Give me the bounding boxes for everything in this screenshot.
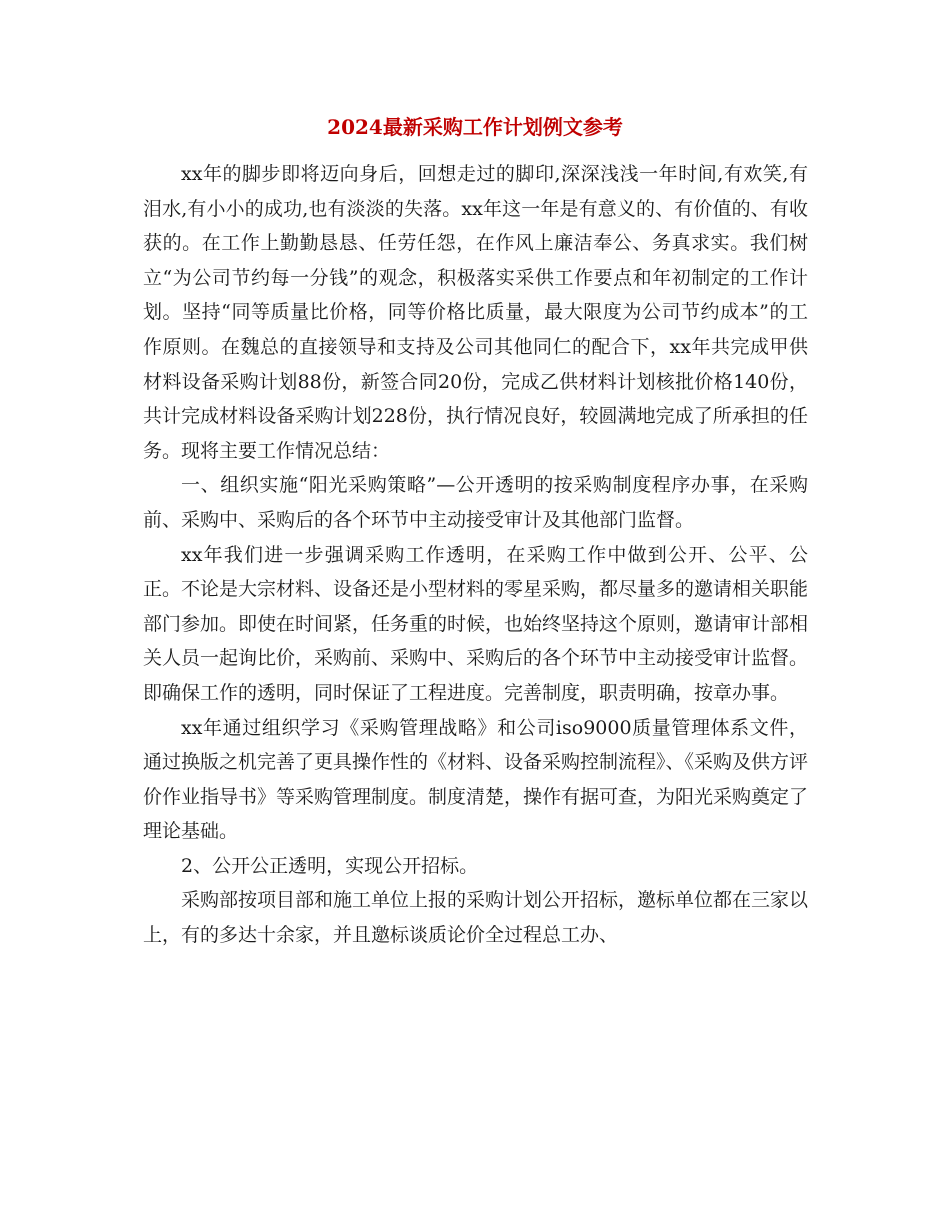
paragraph: xx年的脚步即将迈向身后，回想走过的脚印,深深浅浅一年时间,有欢笑,有泪水,有小小的成功,也有淡淡的失落。xx年这一年是有意义的、有价值的、有收获的。在工作上勤勤恳恳、任劳任怨，在作风上廉洁奉公、务真求实。我们树立“为公司节约每一分钱”的观念，积极落实采供工作要点和年初制定的工作计划。坚持“同等质量比价格，同等价格比质量，最大限度为公司节约成本”的工作原则。在魏总的直接领导和支持及公司其他同仁的配合下，xx年共完成甲供材料设备采购计划88份，新签合同20份，完成乙供材料计划核批价格140份，共计完成材料设备采购计划228份，执行情况良好，较圆满地完成了所承担的任务。现将主要工作情况总结：	[143, 163, 808, 462]
paragraph: 2、公开公正透明，实现公开招标。	[181, 854, 479, 877]
paragraph: 采购部按项目部和施工单位上报的采购计划公开招标，邀标单位都在三家以上，有的多达十余家，并且邀标谈质论价全过程总工办、	[143, 889, 809, 947]
document-title: 2024最新采购工作计划例文参考	[327, 115, 623, 139]
paragraph: xx年通过组织学习《采购管理战略》和公司iso9000质量管理体系文件，通过换版之机完善了更具操作性的《材料、设备采购控制流程》、《采购及供方评价作业指导书》等采购管理制度。制度清楚，操作有据可查，为阳光采购奠定了理论基础。	[143, 716, 809, 843]
paragraph: xx年我们进一步强调采购工作透明，在采购工作中做到公开、公平、公正。不论是大宗材料、设备还是小型材料的零星采购，都尽量多的邀请相关职能部门参加。即使在时间紧，任务重的时候，也始终坚持这个原则，邀请审计部相关人员一起询比价，采购前、采购中、采购后的各个环节中主动接受审计监督。即确保工作的透明，同时保证了工程进度。完善制度，职责明确，按章办事。	[143, 543, 809, 704]
document-body	[143, 157, 808, 953]
paragraph: 一、组织实施“阳光采购策略”—公开透明的按采购制度程序办事，在采购前、采购中、采购后的各个环节中主动接受审计及其他部门监督。	[143, 474, 808, 531]
